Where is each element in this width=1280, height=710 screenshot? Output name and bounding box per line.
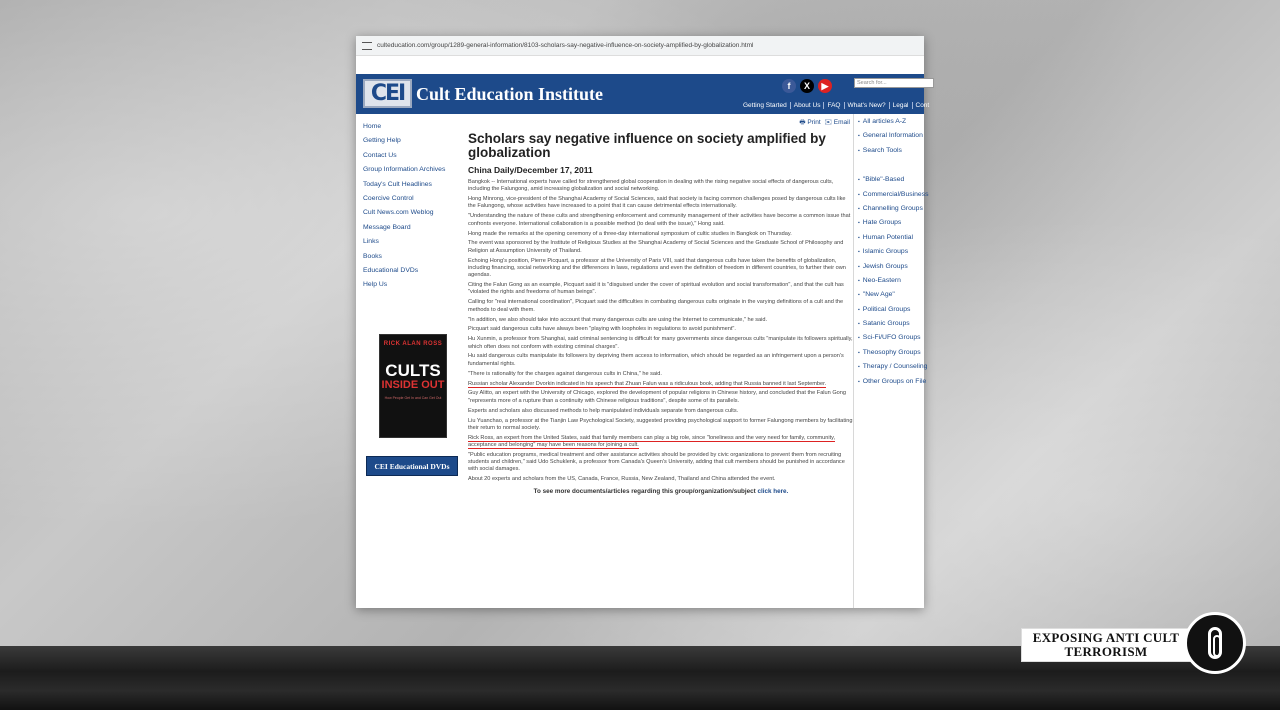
paragraph-text: Hong Minrong, vice-president of the Shanghai Academy of Social Sciences, said that society is facing common challenges posed by dangerous cults like the Falungong, whose activities have increased to a point that it can cause detrimental effects internationally. [468,196,846,210]
leftnav-item[interactable]: Group Information Archives [363,166,446,174]
rightnav-item[interactable] [858,360,928,374]
rightnav-label: ▪ "Bible"-Based [862,176,905,184]
paragraph-text: Russian scholar Alexander Dvorkin indicated in his speech that Zhuan Falun was a ridiculous book, adding that Russia banned it last September. [468,380,827,387]
paragraph-text: "In addition, we also should take into account that many dangerous cults are using the Internet to communicate," he said. [468,316,768,323]
url-text[interactable]: culteducation.com/group/1289-general-information/8103-scholars-say-negative-influence-on-society-amplified-by-globalization.html [377,42,754,49]
article-paragraph [468,353,854,368]
paragraph-text: The event was sponsored by the Institute of Religious Studies at the Shanghai Academy of Social Sciences and the Graduate School of Philosophy and Religion at Assumption University of Thailand. [468,240,844,254]
article-body [468,179,854,484]
leftnav-item[interactable]: Books [363,252,382,260]
paragraph-text: Picquart said dangerous cults have always been "playing with loopholes in regulations to avoid punishment". [468,326,736,333]
email-icon[interactable]: ✉ [824,119,832,126]
article-paragraph [468,476,854,483]
article-paragraph [468,179,854,194]
paperclip-icon [1208,627,1222,659]
rightnav-item[interactable] [858,331,924,345]
paragraph-text: Hong made the remarks at the opening ceremony of a three-day international symposium of cultic studies in Bangkok on Thursday. [468,230,792,237]
paragraph-text: Rick Ross, an expert from the United States, said that family members can play a big role, since "loneliness and the very need for family, community, acceptance and belonging" may have been reasons for joining a cult. [468,434,836,448]
right-nav-top [854,114,924,158]
article-paragraph [468,258,854,280]
article-paragraph [468,282,854,297]
article-paragraph [468,381,854,388]
leftnav-item[interactable]: Contact Us [363,151,397,159]
page-content [356,114,929,608]
rightnav-label: ▪ "New Age" [862,291,895,299]
paragraph-text: Hu said dangerous cults manipulate its followers by depriving them access to information, which should be regarded as an infringement upon a person's fundamental rights. [468,353,844,367]
rightnav-label: ▪ Human Potential [862,233,914,241]
topnav-getting-started[interactable]: Getting Started [743,102,787,109]
paragraph-text: Hu Xunmin, a professor from Shanghai, said criminal sentencing is difficult for many governments since dangerous cults "manipulate its followers spiritually, which often does not conform with existing criminal charges". [468,336,853,350]
rightnav-item[interactable] [858,144,924,158]
rightnav-item[interactable] [858,115,924,129]
paragraph-text: Citing the Falun Gong as an example, Picquart said it is "disguised under the cover of spiritual evolution and social transformation", and that the cult has "violated the rights and freedoms of human beings". [468,282,844,296]
more-text: To see more documents/articles regarding this group/organization/subject [533,487,756,495]
site-title[interactable]: Cult Education Institute [416,84,604,104]
rightnav-label: ▪ Hate Groups [862,219,902,227]
rightnav-item[interactable] [858,346,924,360]
rightnav-item[interactable] [858,303,924,317]
rightnav-label: ▪ Therapy / Counseling [862,363,928,371]
article-paragraph [468,336,854,351]
rightnav-item[interactable] [858,317,924,331]
overlay-badge [1021,628,1191,662]
address-bar[interactable] [356,36,924,56]
rightnav-item[interactable] [858,375,927,389]
leftnav-item[interactable]: Home [363,123,382,130]
article [468,118,854,495]
paragraph-text: "Public education programs, medical treatment and other assistance activities should be provided by civic organizations to prevent them from recruiting students and children," said Udo Schuklenk, a professor from Canada's Queen's University, adding that cult members should be punished in accordance with social damages. [468,451,845,473]
paragraph-text: Echoing Hong's position, Pierre Picquart, a professor at the University of Paris VIII, said that dangerous cults have taken the benefits of globalization, including financing, social networking and the differences in laws, regulations and even the definition of freedom in different countries, to further their own agendas. [468,257,846,279]
facebook-icon[interactable]: f [782,79,796,93]
rightnav-item[interactable] [858,231,924,245]
topnav-about-us[interactable]: About Us [790,102,824,109]
cei-logo[interactable]: CEI [363,79,412,108]
rightnav-label: ▪ Sci-Fi/UFO Groups [862,334,921,342]
social-links [782,79,832,93]
rightnav-item[interactable] [858,288,924,302]
more-link-line [468,488,854,495]
leftnav-item[interactable]: Coercive Control [363,194,414,202]
article-paragraph [468,231,854,238]
rightnav-item[interactable] [858,245,924,259]
paragraph-text: Calling for "real international coordination", Picquart said the difficulties in combating dangerous cults originate in the varying definitions of a cult and the methods to deal with them. [468,299,844,313]
rightnav-item[interactable] [858,188,929,202]
article-paragraph [468,452,854,474]
article-paragraph [468,317,854,324]
rightnav-label: ▪ Islamic Groups [862,248,909,256]
topnav-legal[interactable]: Legal [889,102,912,109]
site-header [356,74,930,114]
book-title-line2: INSIDE OUT [381,379,445,391]
rightnav-item[interactable] [858,129,924,143]
rightnav-label: ▪ Other Groups on File [862,377,927,385]
topnav-contact[interactable]: Cont [912,102,933,109]
paragraph-text: Bangkok -- International experts have called for strengthened global cooperation in dealing with the rising negative social effects of dangerous cults, including the Falungong, amid increasing globalization and social networking. [468,179,834,193]
paragraph-text: Liu Yuanchao, a professor at the Tianjin Law Psychological Society, suggested providing psychological support to former Falungong members by facilitating their return to normal society. [468,417,853,431]
x-icon[interactable]: X [800,79,814,93]
paragraph-text: Experts and scholars also discussed methods to help manipulated individuals separate from dangerous cults. [468,407,739,414]
rightnav-item[interactable] [858,202,924,216]
rightnav-label: ▪ Political Groups [862,305,911,313]
leftnav-item[interactable]: Help Us [363,281,388,289]
browser-window [356,36,930,608]
article-paragraph [468,196,854,211]
paragraph-text: Guy Alitto, an expert with the University of Chicago, explored the development of popular religions in Chinese history, and concluded that the Falun Gong "represents more of a rupture than a continuity with Chinese religious traditions", despite some of its parallels. [468,390,847,404]
rightnav-item[interactable] [858,260,924,274]
rightnav-label: ▪ Theosophy Groups [862,348,921,356]
article-paragraph [468,408,854,415]
rightnav-label: ▪ Neo-Eastern [862,276,901,284]
print-icon[interactable]: 🖶 [799,119,806,126]
leftnav-item[interactable]: Educational DVDs [363,266,419,274]
rightnav-label: ▪ All articles A-Z [862,118,907,125]
article-paragraph [468,299,854,314]
badge-line2: TERRORISM [1064,644,1148,659]
dvd-banner[interactable]: CEI Educational DVDs [366,456,458,476]
book-cover-ad[interactable] [379,334,447,438]
youtube-icon[interactable]: ▶ [818,79,832,93]
rightnav-item[interactable] [858,216,924,230]
badge-emblem [1184,612,1246,674]
paragraph-text: "There is rationality for the charges against dangerous cults in China," he said. [468,370,662,377]
article-paragraph [468,240,854,255]
article-paragraph [468,435,854,450]
badge-line1: EXPOSING ANTI CULT [1032,630,1180,645]
book-subtitle: How People Get In and Can Get Out [384,396,442,400]
article-paragraph [468,213,854,228]
rightnav-label: ▪ Channelling Groups [862,204,923,212]
click-here-link[interactable]: click here. [757,487,789,495]
site-settings-icon[interactable] [362,42,372,50]
left-sidebar [363,120,461,293]
paragraph-text: About 20 experts and scholars from the US, Canada, France, Russia, New Zealand, Thailand and China attended the event. [468,476,776,483]
rightnav-label: ▪ Jewish Groups [862,262,908,270]
email-link[interactable]: Email [833,119,850,126]
rightnav-label: ▪ Satanic Groups [862,320,910,328]
rightnav-item[interactable] [858,173,924,187]
paragraph-text: "Understanding the nature of these cults and strengthening enforcement and community management of their activities have become a common issue that confronts everyone. International collaboration is a possible method (to deal with the issue)," Hong said. [468,213,851,227]
leftnav-item[interactable]: Message Board [363,223,411,231]
right-sidebar [853,114,929,608]
print-link[interactable]: Print [807,119,821,126]
article-source: China Daily/December 17, 2011 [468,165,593,175]
top-nav [740,102,932,109]
leftnav-item[interactable]: Getting Help [363,137,401,145]
article-paragraph [468,326,854,333]
rightnav-label: ▪ Commercial/Business [862,190,929,198]
article-paragraph [468,390,854,405]
topnav-whats-new[interactable]: What's New? [844,102,889,109]
leftnav-item[interactable]: Links [363,238,379,246]
topnav-faq[interactable]: FAQ [823,102,843,109]
book-author: RICK ALAN ROSS [383,341,443,347]
leftnav-item[interactable]: Today's Cult Headlines [363,180,432,188]
article-paragraph [468,371,854,378]
leftnav-item[interactable]: Cult News.com Weblog [363,209,434,217]
rightnav-item[interactable] [858,274,924,288]
article-paragraph [468,418,854,433]
rightnav-label: ▪ Search Tools [862,146,902,154]
search-input[interactable]: Search for... [854,78,934,88]
article-tools [799,118,850,129]
right-nav-groups [854,173,929,389]
book-title-line1: CULTS [385,361,441,380]
article-title: Scholars say negative influence on society amplified by globalization [468,131,826,160]
rightnav-label: ▪ General Information [862,132,923,140]
